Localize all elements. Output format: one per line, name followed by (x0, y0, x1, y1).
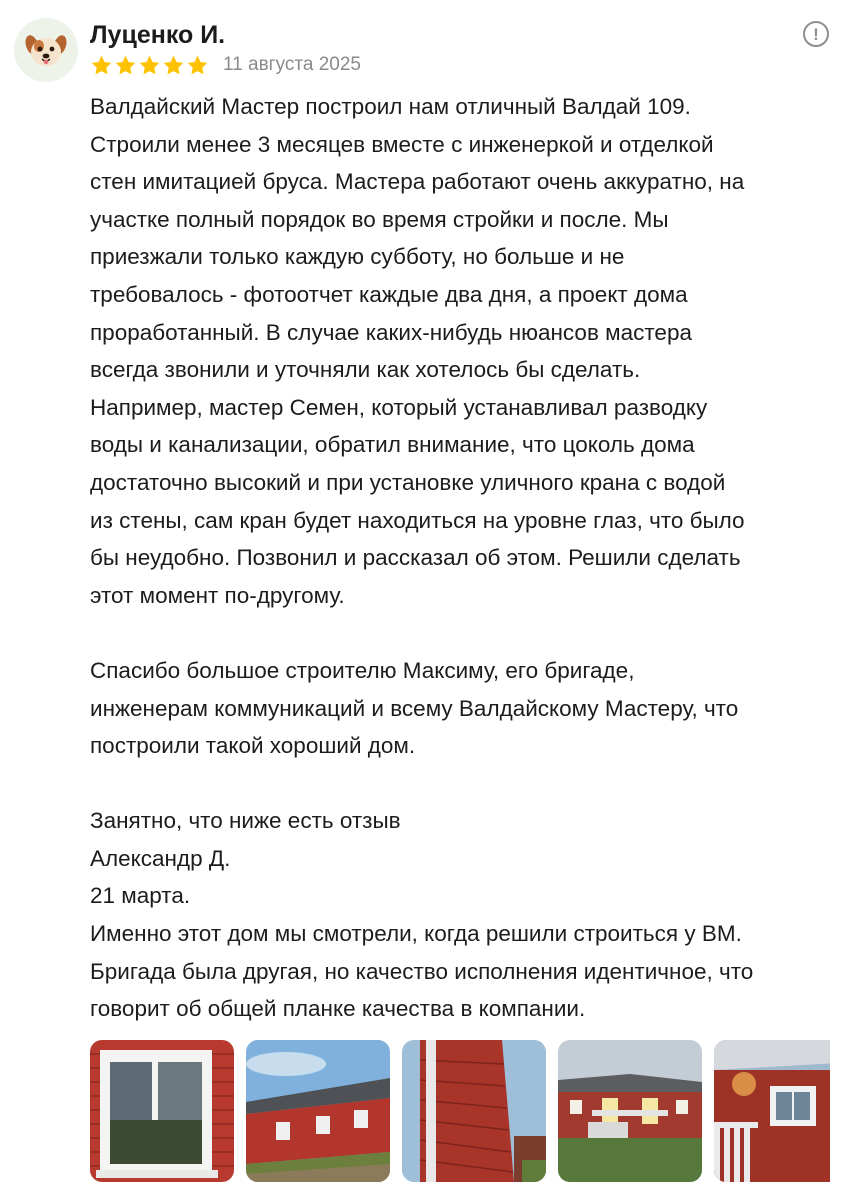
photo-porch-corner[interactable] (714, 1040, 830, 1182)
review-text-line: проработанный. В случае каких-нибудь нюансов мастера (90, 319, 692, 345)
avatar[interactable] (14, 18, 78, 82)
dog-face-icon (24, 28, 68, 72)
review-text (90, 88, 832, 1028)
info-circle-icon[interactable]: ! (803, 21, 829, 47)
review-text-line: Именно этот дом мы смотрели, когда решили строиться у ВМ. (90, 921, 742, 947)
review-text-line: всегда звонили и уточняли как хотелось бы сделать. (90, 357, 641, 383)
star-icon (90, 54, 113, 77)
review-text-line: воды и канализации, обратил внимание, что цоколь дома (90, 432, 695, 458)
review-text-line: Александр Д. (90, 845, 231, 871)
author-name[interactable]: Луценко И. (90, 21, 226, 49)
photo-wall-siding[interactable] (402, 1040, 546, 1182)
review-text-line: построили такой хороший дом. (90, 733, 416, 759)
review-text-line: участке полный порядок во время стройки и после. Мы (90, 206, 669, 232)
review-text-line: Занятно, что ниже есть отзыв (90, 808, 401, 834)
paragraph-gap (90, 614, 832, 652)
review-text-line: стен имитацией бруса. Мастера работают очень аккуратно, на (90, 169, 745, 195)
review-text-line: инженерам коммуникаций и всему Валдайскому Мастеру, что (90, 695, 739, 721)
review-text-line: 21 марта. (90, 883, 191, 909)
photo-house-evening[interactable] (558, 1040, 702, 1182)
photo-house-side[interactable] (246, 1040, 390, 1182)
review-text-line: Строили менее 3 месяцев вместе с инженеркой и отделкой (90, 131, 714, 157)
photo-window[interactable] (90, 1040, 234, 1182)
review-date: 11 августа 2025 (223, 54, 361, 75)
review-text-line: говорит об общей планке качества в компании. (90, 996, 586, 1022)
photo-strip[interactable] (90, 1040, 830, 1182)
review-text-line: Бригада была другая, но качество исполнения идентичное, что (90, 958, 754, 984)
review-text-line: достаточно высокий и при установке уличного крана с водой (90, 469, 726, 495)
star-icon (186, 54, 209, 77)
review-text-line: Валдайский Мастер построил нам отличный Валдай 109. (90, 94, 691, 119)
star-icon (114, 54, 137, 77)
star-rating (90, 54, 209, 77)
paragraph-gap (90, 765, 832, 803)
review-text-line: этот момент по-другому. (90, 582, 345, 608)
review-text-line: Например, мастер Семен, который устанавливал разводку (90, 394, 708, 420)
star-icon (138, 54, 161, 77)
rating-row (90, 52, 361, 78)
review-text-line: требовалось - фотоотчет каждые два дня, а проект дома (90, 281, 688, 307)
review-text-line: из стены, сам кран будет находиться на уровне глаз, что было (90, 507, 745, 533)
review-text-line: приезжали только каждую субботу, но больше и не (90, 244, 625, 270)
star-icon (162, 54, 185, 77)
review-text-line: бы неудобно. Позвонил и рассказал об этом. Решили сделать (90, 545, 741, 571)
review-text-line: Спасибо большое строителю Максиму, его бригаде, (90, 657, 635, 683)
